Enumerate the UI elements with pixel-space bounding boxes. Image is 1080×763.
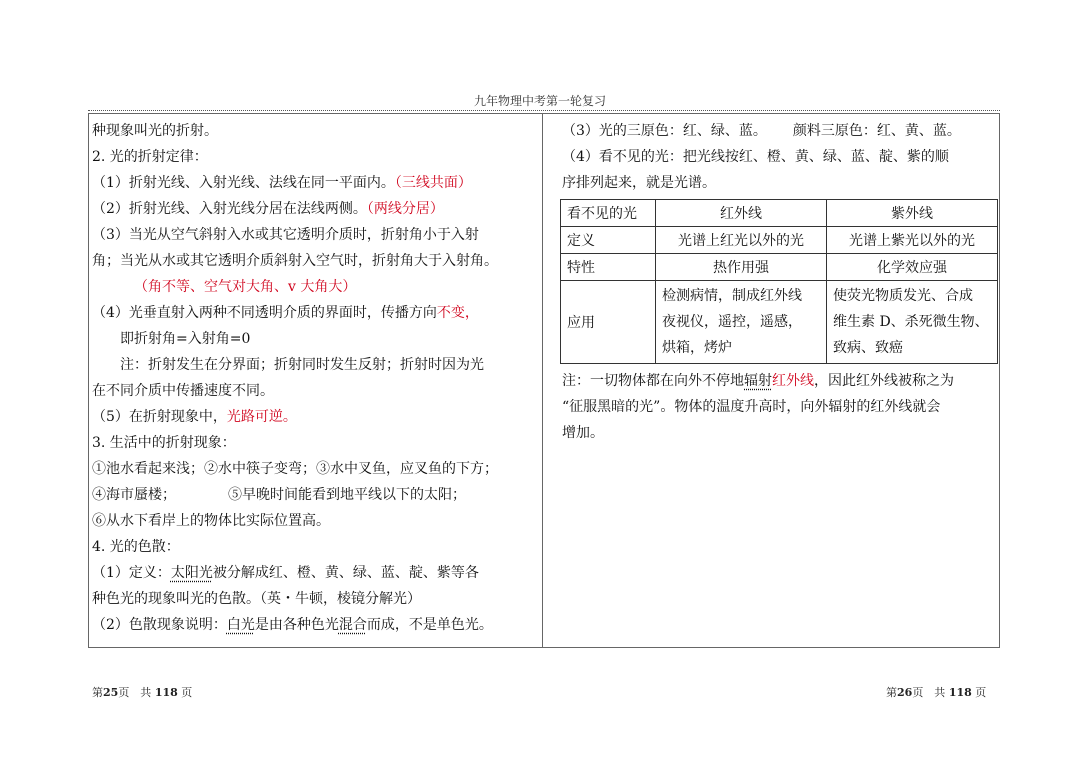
cell-line: 维生素 D、杀死微生物、	[833, 314, 989, 330]
text-line	[92, 300, 532, 326]
list-item	[92, 482, 532, 508]
page-number: 25	[103, 686, 119, 699]
text-span: （5）在折射现象中，	[92, 409, 227, 425]
text-span: （2）折射光线、入射光线分居在法线两侧。	[92, 201, 367, 217]
note-line: “征服黑暗的光”。物体的温度升高时，向外辐射的红外线就会	[562, 399, 941, 415]
invisible-light-table	[560, 199, 998, 364]
table-cell: 特性	[561, 254, 656, 281]
text-span: （4）光垂直射入两种不同透明介质的界面时，传播方向	[92, 305, 437, 321]
page-header-title: 九年物理中考第一轮复习	[473, 94, 606, 108]
section-heading: 4. 光的色散：	[92, 539, 180, 555]
text-line	[92, 612, 532, 638]
text-line: （4）看不见的光：把光线按红、橙、黄、绿、蓝、靛、紫的顺	[562, 149, 949, 165]
emphasis-text: 辐射	[744, 373, 772, 389]
right-column	[562, 118, 998, 446]
table-cell: 光谱上红光以外的光	[656, 227, 827, 254]
text-span: 颜料三原色：红、黄、蓝。	[792, 123, 961, 139]
table-cell: 热作用强	[656, 254, 827, 281]
text-line: 角；当光从水或其它透明介质斜射入空气时，折射角大于入射角。	[92, 253, 498, 269]
list-item: ⑥从水下看岸上的物体比实际位置高。	[92, 513, 330, 529]
text-line	[92, 404, 532, 430]
text-span: （1）折射光线、入射光线、法线在同一平面内。	[92, 175, 395, 191]
footer-text: 页	[975, 686, 987, 699]
cell-line: 夜视仪，遥控，遥感，	[662, 314, 802, 330]
emphasis-text: 太阳光	[170, 565, 213, 581]
footer-text: 页	[181, 686, 193, 699]
left-column	[92, 118, 532, 638]
note-line: 在不同介质中传播速度不同。	[92, 383, 274, 399]
text-span: ，因此红外线被称之为	[814, 373, 954, 389]
text-span: （2）色散现象说明：	[92, 617, 227, 633]
table-row	[561, 254, 998, 281]
text-line: （3）当光从空气斜射入水或其它透明介质时，折射角小于入射	[92, 227, 479, 243]
table-cell	[827, 281, 998, 364]
list-item: ①池水看起来浅；②水中筷子变弯；③水中叉鱼，应叉鱼的下方；	[92, 461, 498, 477]
cell-line: 致病、致癌	[833, 340, 903, 356]
text-line	[92, 560, 532, 586]
note-line	[562, 368, 998, 394]
table-cell: 化学效应强	[827, 254, 998, 281]
highlight-text: （角不等、空气对大角、v 大角大）	[134, 279, 357, 295]
table-header-cell: 紫外线	[827, 200, 998, 227]
text-span: 是由各种色光	[254, 617, 339, 633]
text-line: 种色光的现象叫光的色散。（英・牛顿，棱镜分解光）	[92, 591, 421, 607]
table-cell: 应用	[561, 281, 656, 364]
footer-text: 第	[92, 686, 103, 699]
cell-line: 使荧光物质发光、合成	[833, 288, 973, 304]
footer-text: 页 共	[118, 686, 152, 699]
highlight-text: （两线分居）	[366, 201, 444, 217]
total-pages: 118	[948, 686, 972, 699]
cell-line: 检测病情，制成红外线	[662, 288, 802, 304]
table-row	[561, 281, 998, 364]
text-line: 序排列起来，就是光谱。	[562, 175, 716, 191]
highlight-text: 光路可逆。	[226, 409, 297, 425]
note-paragraph	[562, 368, 998, 446]
section-heading: 2. 光的折射定律：	[92, 149, 208, 165]
page-footer-right	[886, 684, 986, 700]
text-span: （1）定义：	[92, 565, 171, 581]
table-cell	[656, 281, 827, 364]
column-divider	[542, 113, 543, 648]
footer-text: 第	[886, 686, 897, 699]
table-cell: 光谱上紫光以外的光	[827, 227, 998, 254]
header-divider	[88, 110, 1000, 111]
text-span: ④海市蜃楼；	[92, 487, 176, 503]
footer-text: 页 共	[912, 686, 946, 699]
highlight-text: （三线共面）	[394, 175, 472, 191]
text-line: 即折射角=入射角=0	[120, 331, 251, 347]
cell-line: 烘箱，烤炉	[662, 340, 732, 356]
table-header-cell: 红外线	[656, 200, 827, 227]
table-row	[561, 227, 998, 254]
table-cell: 定义	[561, 227, 656, 254]
highlight-text: 红外线	[772, 373, 814, 389]
text-line	[562, 118, 998, 144]
page-number: 26	[897, 686, 913, 699]
text-span: （3）光的三原色：红、绿、蓝。	[562, 123, 767, 139]
total-pages: 118	[154, 686, 178, 699]
page-footer-left	[92, 684, 192, 700]
section-heading: 3. 生活中的折射现象：	[92, 435, 236, 451]
text-line: 种现象叫光的折射。	[92, 123, 218, 139]
text-line	[92, 170, 532, 196]
emphasis-text: 混合	[338, 617, 367, 633]
highlight-text: 不变，	[436, 305, 479, 321]
emphasis-text: 白光	[226, 617, 255, 633]
text-span: 被分解成红、橙、黄、绿、蓝、靛、紫等各	[212, 565, 479, 581]
text-span: 而成，不是单色光。	[366, 617, 493, 633]
table-header-row	[561, 200, 998, 227]
text-span: 注：一切物体都在向外不停地	[562, 373, 744, 389]
text-span: ⑤早晚时间能看到地平线以下的太阳；	[228, 487, 466, 503]
note-line: 增加。	[562, 425, 604, 441]
table-header-cell: 看不见的光	[561, 200, 656, 227]
note-line: 注：折射发生在分界面；折射同时发生反射；折射时因为光	[120, 357, 484, 373]
text-line	[92, 196, 532, 222]
